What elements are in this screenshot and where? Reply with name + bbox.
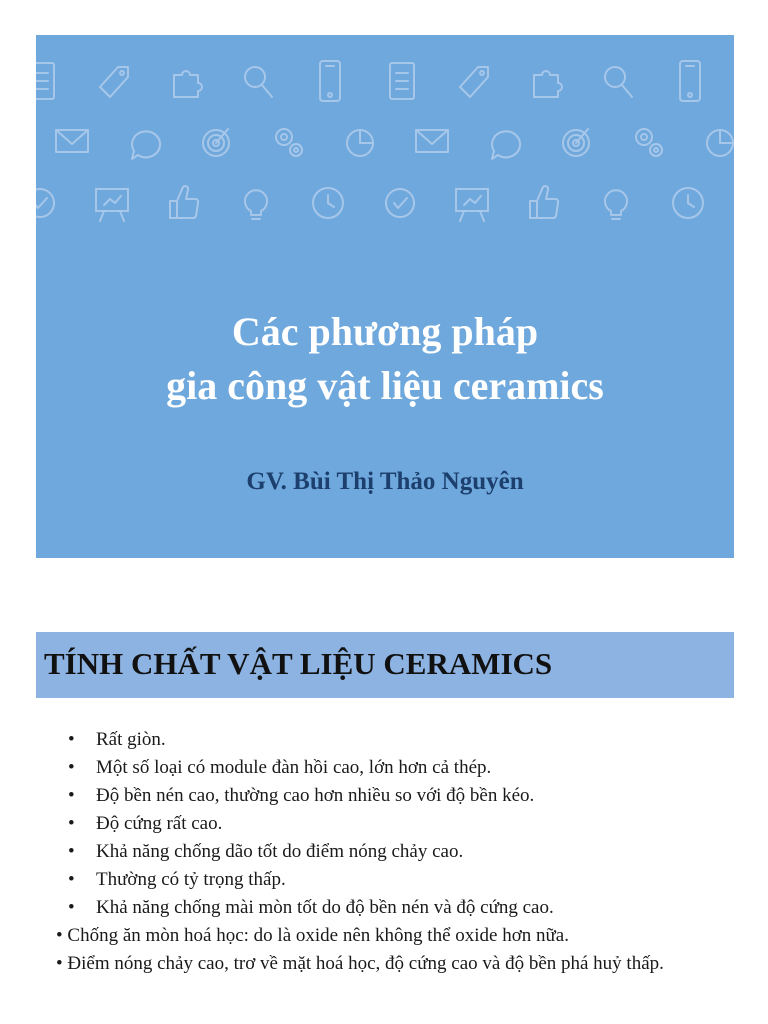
clock-icon [666, 181, 710, 225]
bullet-item-wrapped: • Chống ăn mòn hoá học: do là oxide nên không thể oxide hơn nữa. [56, 925, 569, 946]
slide-title-line-1: Các phương pháp [231, 309, 539, 354]
gears-icon [266, 119, 310, 163]
envelope-icon [50, 119, 94, 163]
check-circle-icon [378, 181, 422, 225]
bullet-text: Độ bền nén cao, thường cao hơn nhiều so với độ bền kéo. [96, 785, 535, 806]
bullet-marker: • [68, 729, 75, 750]
title-slide [36, 35, 734, 558]
thumbs-up-icon [522, 181, 566, 225]
section-header [36, 632, 734, 698]
bullet-item [68, 810, 714, 838]
tag-icon [92, 59, 136, 103]
bullet-item-wrapped: • Điểm nóng chảy cao, trơ về mặt hoá học, độ cứng cao và độ bền phá huỷ thấp. [56, 953, 664, 974]
phone-icon [308, 59, 352, 103]
bullet-marker: • [68, 785, 75, 806]
gears-icon [626, 119, 670, 163]
target-icon [554, 119, 598, 163]
bullet-item [68, 866, 714, 894]
bullet-text: Độ cứng rất cao. [96, 813, 223, 834]
check-circle-icon [36, 181, 62, 225]
bullet-text: Rất giòn. [96, 729, 166, 750]
bullet-text: Khả năng chống mài mòn tốt do độ bền nén và độ cứng cao. [96, 897, 554, 918]
thumbs-up-icon [162, 181, 206, 225]
target-icon [194, 119, 238, 163]
author-name: GV. Bùi Thị Thảo Nguyên [246, 468, 524, 495]
document-icon [380, 59, 424, 103]
presentation-icon [450, 181, 494, 225]
speech-bubble-icon [482, 119, 526, 163]
pie-chart-icon [338, 119, 382, 163]
bullet-item [68, 782, 714, 810]
speech-bubble-icon [122, 119, 166, 163]
icon-pattern-row-3 [36, 177, 734, 227]
icon-pattern-row-2 [36, 115, 734, 165]
puzzle-icon [164, 59, 208, 103]
puzzle-icon [524, 59, 568, 103]
lightbulb-icon [234, 181, 278, 225]
pie-chart-icon [698, 119, 734, 163]
slide-title [36, 305, 734, 413]
bullet-marker: • [68, 869, 75, 890]
bullet-marker: • [68, 757, 75, 778]
phone-icon [668, 59, 712, 103]
tag-icon [452, 59, 496, 103]
document-icon [36, 59, 64, 103]
property-bullet-list-wrapped [56, 922, 714, 978]
magnifier-icon [236, 59, 280, 103]
bullet-item [68, 894, 714, 922]
bullet-marker: • [68, 897, 75, 918]
presentation-icon [90, 181, 134, 225]
bullet-text: Thường có tỷ trọng thấp. [96, 869, 286, 890]
bullet-text: Khả năng chống dão tốt do điểm nóng chảy cao. [96, 841, 464, 862]
envelope-icon [410, 119, 454, 163]
bullet-item [68, 754, 714, 782]
clock-icon [306, 181, 350, 225]
bullet-text: Một số loại có module đàn hồi cao, lớn hơn cả thép. [96, 757, 492, 778]
bullet-marker: • [68, 841, 75, 862]
icon-pattern-row-1 [36, 55, 734, 105]
bullet-marker: • [68, 813, 75, 834]
lightbulb-icon [594, 181, 638, 225]
property-bullet-list [68, 726, 714, 922]
magnifier-icon [596, 59, 640, 103]
bullet-item [68, 726, 714, 754]
slide-title-line-2: gia công vật liệu ceramics [166, 363, 604, 408]
bullet-item [68, 838, 714, 866]
section-title: TÍNH CHẤT VẬT LIỆU CERAMICS [44, 646, 553, 681]
